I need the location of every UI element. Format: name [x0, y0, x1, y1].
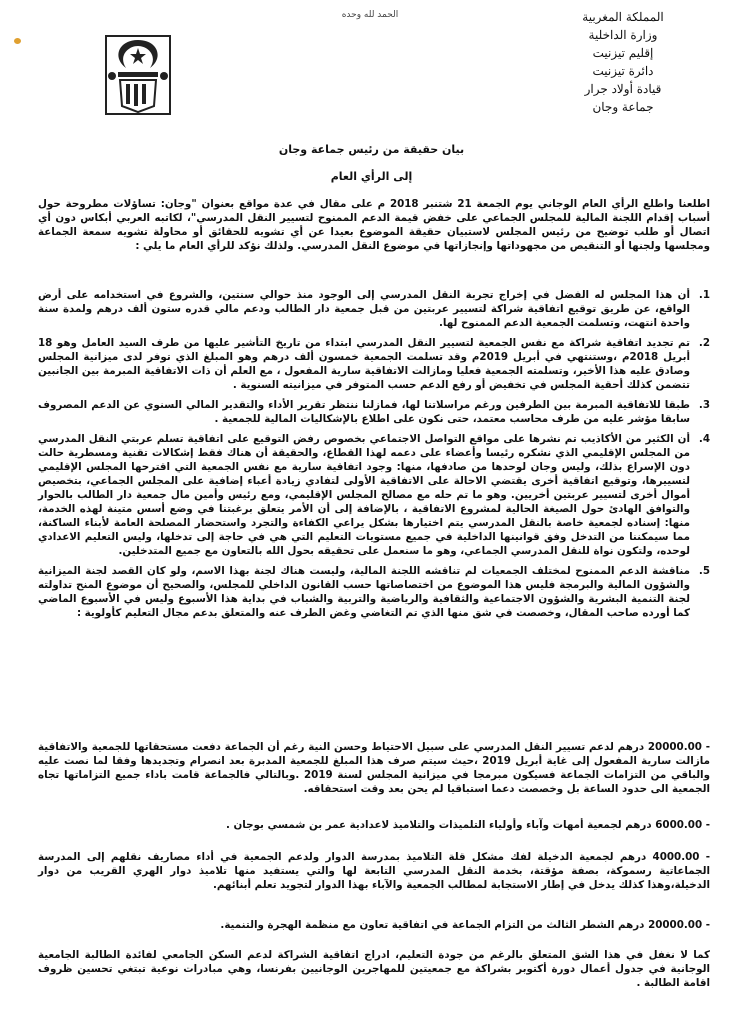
- header-line: المملكة المغربية: [582, 10, 664, 24]
- moroccan-emblem-icon: [98, 32, 178, 116]
- list-item-text: أن الكثير من الأكاذيب تم نشرها على مواقع التواصل الاجتماعي بخصوص رفض التوقيع على اتفاقية تسلم عربتي النقل المدرسي من المجلس الإقليمي الذي نشكره رئيسا وأعضاء على دعمه لهذا القطاع، والحقيقة أن هناك فقط إشكالات تقنية ومسطرية حالت دون الإسراع بذلك، وليس وجان لوحدها من صادفها، منها: وجود اتفاقية سارية مع نفس الجمعية التي اقترحها المجلس الإقليمي لتسييرها، وتوقيع اتفاقية أخرى يقتضي الاحالة على الاتفاقية الأولى لتفادي زيادة أعباء إضافية على المجلس الجماعي، بتخصيص أموال أخرى لتسيير عربتين أخريين. وهو ما تم حله مع مصالح المجلس الإقليمي، ومع رئيس وأمين مال جمعية دار الطالب بالحوار والتوافق الهادئ حول الصيغة الحالية لمشروع الاتفاقية ، بالإضافة إلى أن الأمر يتعلق برغبتنا في وضع أسس متينة لهذه الخدمة، منها: إسناده لجمعية خاصة بالنقل المدرسي يتم اختيارها بشكل يراعي الكفاءة والتجرد واستحضار المصلحة العامة لأبناء الساكنة، مما سيمكننا من التدخل وفق قوانينها الداخلية في جميع مستويات التعليم التي هي في حاجة إلى تدخلها، وليس التعليم الاعدادي لوحده، ولتكون نواة للنقل المدرسي الجماعي، وهو ما سنعمل على تحقيقه بحول الله بالتعاون مع جميع المتدخلين.: [38, 433, 690, 557]
- list-item-text: أن هذا المجلس له الفضل في إخراج تجربة النقل المدرسي إلى الوجود منذ حوالي سنتين، والشروع في استخدامه على أرض الواقع، عن طريق توقيع اتفاقية شراكة لتسيير عربتين من قبل جمعية دار الطالب ودعم مالي قدره ستون ألف درهم ولمدة سنة واحدة انتهت، وتسلمت الجمعية الدعم الممنوح لها.: [38, 289, 690, 329]
- allocation-text: درهم لجمعية الدخيلة لفك مشكل قلة التلاميذ بمدرسة الدوار ولدعم الجمعية في أداء مصاريف نقلهم إلى المدرسة الجماعاتية رسموكة، بصفة مؤقتة، بخدمة النقل المدرسي التابعة لها والتي يستفيد منها تلاميذ دوار الهري القريب من دوار الدخيلة،وهذا كذلك يدخل في إطار الاستجابة لمطالب الجمعية والآباء بهذا الدوار لتجويد تعلم أبنائهم.: [38, 851, 710, 891]
- allocation-paragraph: [38, 740, 710, 796]
- numbered-list: [38, 288, 710, 620]
- list-item: [38, 564, 710, 620]
- closing-text: كما لا نغفل في هذا الشق المتعلق بالرغم من جودة التعليم، ادراج اتفاقية الشراكة لدعم السكن الجامعي لفائدة الطالبة الجامعية الوجانية في جدول أعمال دورة أكتوبر بشراكة مع جمعيتين للمهاجرين الوجانيين بفرنسا، وهي مبادرات نوعية تبتغي تحسين ظروف اقامة الطالبة .: [38, 949, 710, 989]
- header-line: جماعة وجان: [592, 100, 654, 114]
- allocation-paragraph: [38, 850, 710, 892]
- list-item-text: طبقا للاتفاقية المبرمة بين الطرفين ورغم مراسلاتنا لها، فمازلنا ننتظر تقرير الأداء والتقدير المالي السنوي عن الدعم المصروف سابقا مؤشر عليه من طرف محاسب معتمد، حتى نكون على اطلاع بالإشكاليات المالية للجمعية .: [38, 399, 690, 425]
- list-item: [38, 432, 710, 558]
- allocation-amount: - 20000.00: [647, 741, 711, 753]
- allocation-3: [38, 918, 710, 932]
- document-title: بيان حقيقة من رئيس جماعة وجان: [278, 143, 465, 156]
- administrative-header: [533, 8, 713, 116]
- header-line: دائرة تيزنيت: [592, 64, 654, 78]
- document-subtitle: إلى الرأي العام: [330, 170, 413, 183]
- header-line: وزارة الداخلية: [588, 28, 658, 42]
- basmala: الحمد لله وحده: [341, 10, 399, 20]
- list-item-number: 4.: [698, 433, 710, 445]
- list-item: [38, 398, 710, 426]
- header-line: قيادة أولاد جرار: [584, 82, 662, 96]
- header-line: إقليم تيزنيت: [592, 46, 654, 60]
- allocation-amount: - 4000.00: [652, 851, 710, 863]
- allocation-2: [38, 850, 710, 892]
- list-item-number: 2.: [698, 337, 710, 349]
- intro-text: اطلعنا واطلع الرأي العام الوجاني يوم الجمعة 21 شتنبر 2018 م على مقال في عدة مواقع بعنوان "وجان: تساؤلات مطروحة حول أسباب إقدام اللجنة المالية للمجلس الجماعي على خفض قيمة الدعم الممنوح لتسيير النقل المدرسي"، لكاتبه العربي أبكاس دون أي اتصال أو طلب توضيح من رئيس المجلس لاستبيان حقيقة الموضوع بعيدا عن أي تشويه للحقائق أو محاولة تشويه سمعة الجماعة ومجلسها ولجنها أو التنقيص من مجهوداتها وإنجازاتها في موضوع النقل المدرسي. ولذلك نؤكد للرأي العام ما يلي :: [38, 198, 710, 252]
- decorative-dot: [14, 38, 21, 44]
- intro-paragraph: [38, 197, 710, 253]
- list-item-number: 1.: [698, 289, 710, 301]
- list-item-text: تم تجديد اتفاقية شراكة مع نفس الجمعية لتسيير النقل المدرسي ابتداء من تاريخ التأشير عليها من طرف السيد العامل وهو 18 أبريل 2018م ،وستنتهي في أبريل 2019م وقد تسلمت الجمعية خمسون ألف درهم وهو المبلغ الذي توفر لدى ميزانية المجلس وصادق عليه هذا الأخير، وتسلمته الجمعية فعليا ومازالت الاتفاقية سارية المفعول ، مع العلم أن ذات الاتفاقية المبرمة بين الجانبين تتضمن كذلك أحقية المجلس في تخفيض أو رفع الدعم حسب المتوفر في ميزانيته السنوية .: [38, 337, 690, 391]
- closing-paragraph: [38, 948, 710, 990]
- allocation-0: [38, 740, 710, 796]
- allocation-text: درهم الشطر الثالث من التزام الجماعة في اتفاقية تعاون مع منظمة الهجرة والتنمية.: [220, 919, 645, 931]
- list-item: [38, 288, 710, 330]
- list-item: [38, 336, 710, 392]
- list-item-number: 5.: [698, 565, 710, 577]
- allocation-text: درهم لدعم تسيير النقل المدرسي على سبيل الاحتياط وحسن النية رغم أن الجماعة دفعت مستحقاتها للجمعية والاتفاقية مازالت سارية المفعول إلى غاية أبريل 2019 ،حيث سيتم صرف هذا المبلغ للجمعية المدبرة بعد انصرام وتجديدها وفقا لما نصت عليه والباقي من التزامات الجماعة فسيكون مبرمجا في ميزانية المجلس لسنة 2019 .وبالتالي فالجماعة قامت باداء جميع التزاماتها تجاه الجمعية الى حدود الساعة بل وخصصت دعما استباقيا لم يحن بعد وقت استحقاقه.: [38, 741, 710, 795]
- allocation-amount: - 20000.00: [648, 919, 710, 931]
- allocation-amount: - 6000.00: [655, 819, 710, 831]
- allocation-1: [38, 818, 710, 832]
- list-item-text: مناقشة الدعم الممنوح لمختلف الجمعيات لم تناقشه اللجنة المالية، وليست هناك لجنة بهذا الاسم، ولو كان القصد لجنة الميزانية والشؤون المالية والبرمجة فليس هذا الموضوع من اختصاصاتها حسب القانون الداخلي للمجلس، والصحيح أن موضوع المنح تداولته لجنة التنمية البشرية والشؤون الاجتماعية والثقافية والرياضية والتربية والشباب في بداية هذا الأسبوع وليس في الأسبوع الماضي كما أورده صاحب المقال، وخصصت في شق منها الذي تم التغاضي وغض الطرف عنه والمتعلق بدعم مجال التعليم كأولوية :: [38, 565, 690, 619]
- list-item-number: 3.: [698, 399, 710, 411]
- allocation-paragraph: [38, 818, 710, 832]
- allocation-text: درهم لجمعية أمهات وآباء وأولياء التلميذات والتلاميذ لاعدادية عمر بن شمسي بوجان .: [226, 819, 652, 831]
- allocation-paragraph: [38, 918, 710, 932]
